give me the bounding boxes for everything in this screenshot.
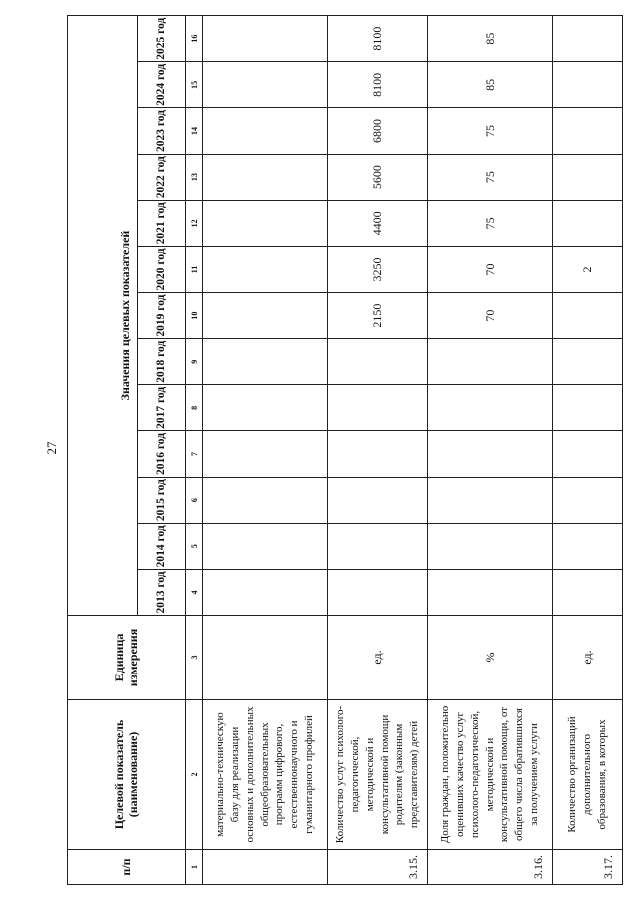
row-number: 3.16.	[428, 850, 553, 885]
value-cell: 75	[428, 108, 553, 154]
value-cell: 4400	[328, 200, 428, 246]
unit-cell: ед.	[328, 616, 428, 700]
column-number-14: 15	[186, 62, 203, 108]
year-header-6: 2019 год	[138, 293, 186, 339]
unit-cell: ед.	[553, 616, 623, 700]
unit-cell: %	[428, 616, 553, 700]
value-cell	[203, 293, 328, 339]
value-cell	[328, 431, 428, 477]
rotated-table-wrapper	[67, 15, 622, 885]
value-cell	[553, 200, 623, 246]
column-number-0: 1	[186, 850, 203, 885]
value-cell: 2150	[328, 293, 428, 339]
column-number-13: 14	[186, 108, 203, 154]
year-header-12: 2025 год	[138, 16, 186, 62]
header-n: п/п	[68, 850, 186, 885]
value-cell: 75	[428, 154, 553, 200]
value-cell	[428, 477, 553, 523]
value-cell	[553, 293, 623, 339]
value-cell	[203, 200, 328, 246]
header-group: Значения целевых показателей	[68, 16, 138, 616]
column-number-10: 11	[186, 246, 203, 292]
value-cell	[328, 477, 428, 523]
value-cell	[203, 477, 328, 523]
indicator-name: Количество организаций дополнительного образования, в которых	[553, 700, 623, 850]
value-cell	[203, 246, 328, 292]
column-number-2: 3	[186, 616, 203, 700]
value-cell: 6800	[328, 108, 428, 154]
value-cell	[328, 569, 428, 615]
value-cell	[428, 569, 553, 615]
value-cell	[203, 339, 328, 385]
value-cell: 8100	[328, 16, 428, 62]
year-header-9: 2022 год	[138, 154, 186, 200]
value-cell: 5600	[328, 154, 428, 200]
table-row	[553, 16, 623, 885]
value-cell	[203, 569, 328, 615]
column-number-8: 9	[186, 339, 203, 385]
unit-cell	[203, 616, 328, 700]
value-cell	[203, 16, 328, 62]
value-cell	[553, 569, 623, 615]
value-cell	[203, 431, 328, 477]
value-cell	[203, 62, 328, 108]
value-cell	[328, 385, 428, 431]
value-cell: 75	[428, 200, 553, 246]
value-cell	[553, 108, 623, 154]
value-cell: 85	[428, 16, 553, 62]
value-cell	[553, 154, 623, 200]
column-number-12: 13	[186, 154, 203, 200]
value-cell: 70	[428, 246, 553, 292]
value-cell	[553, 523, 623, 569]
target-indicators-table	[67, 15, 623, 885]
value-cell	[203, 108, 328, 154]
row-number: 3.17.	[553, 850, 623, 885]
value-cell: 85	[428, 62, 553, 108]
table-row	[203, 16, 328, 885]
value-cell	[203, 154, 328, 200]
value-cell	[553, 339, 623, 385]
indicator-name: Количество услуг психолого-педагогической, методической и консультативной помощи родителям (законным представителям) детей	[328, 700, 428, 850]
indicator-name: материально-техническую базу для реализации основных и дополнительных общеобразовательных программ цифрового, естественнонаучного и гуманитарного профилей	[203, 700, 328, 850]
year-header-1: 2014 год	[138, 523, 186, 569]
value-cell	[428, 339, 553, 385]
year-header-2: 2015 год	[138, 477, 186, 523]
column-number-1: 2	[186, 700, 203, 850]
value-cell	[428, 385, 553, 431]
value-cell: 70	[428, 293, 553, 339]
year-header-10: 2023 год	[138, 108, 186, 154]
column-number-7: 8	[186, 385, 203, 431]
column-number-5: 6	[186, 477, 203, 523]
column-number-6: 7	[186, 431, 203, 477]
value-cell	[553, 431, 623, 477]
header-unit: Единица измерения	[68, 616, 186, 700]
value-cell	[553, 385, 623, 431]
value-cell: 3250	[328, 246, 428, 292]
column-number-15: 16	[186, 16, 203, 62]
table-row	[328, 16, 428, 885]
value-cell	[328, 339, 428, 385]
page-number: 27	[44, 441, 59, 455]
column-number-3: 4	[186, 569, 203, 615]
value-cell	[553, 16, 623, 62]
year-header-11: 2024 год	[138, 62, 186, 108]
row-number: 3.15.	[328, 850, 428, 885]
row-number	[203, 850, 328, 885]
value-cell: 8100	[328, 62, 428, 108]
year-header-4: 2017 год	[138, 385, 186, 431]
value-cell	[553, 477, 623, 523]
value-cell	[553, 62, 623, 108]
year-header-7: 2020 год	[138, 246, 186, 292]
value-cell: 2	[553, 246, 623, 292]
column-number-9: 10	[186, 293, 203, 339]
indicator-name: Доля граждан, положительно оценивших качество услуг психолого-педагогической, методической и консультативной помощи, от общего числа обратившихся за получением услуги	[428, 700, 553, 850]
year-header-3: 2016 год	[138, 431, 186, 477]
column-number-11: 12	[186, 200, 203, 246]
header-name: Целевой показатель (наименование)	[68, 700, 186, 850]
value-cell	[328, 523, 428, 569]
column-number-4: 5	[186, 523, 203, 569]
year-header-5: 2018 год	[138, 339, 186, 385]
value-cell	[203, 385, 328, 431]
value-cell	[428, 523, 553, 569]
year-header-8: 2021 год	[138, 200, 186, 246]
value-cell	[428, 431, 553, 477]
year-header-0: 2013 год	[138, 569, 186, 615]
table-row	[428, 16, 553, 885]
value-cell	[203, 523, 328, 569]
